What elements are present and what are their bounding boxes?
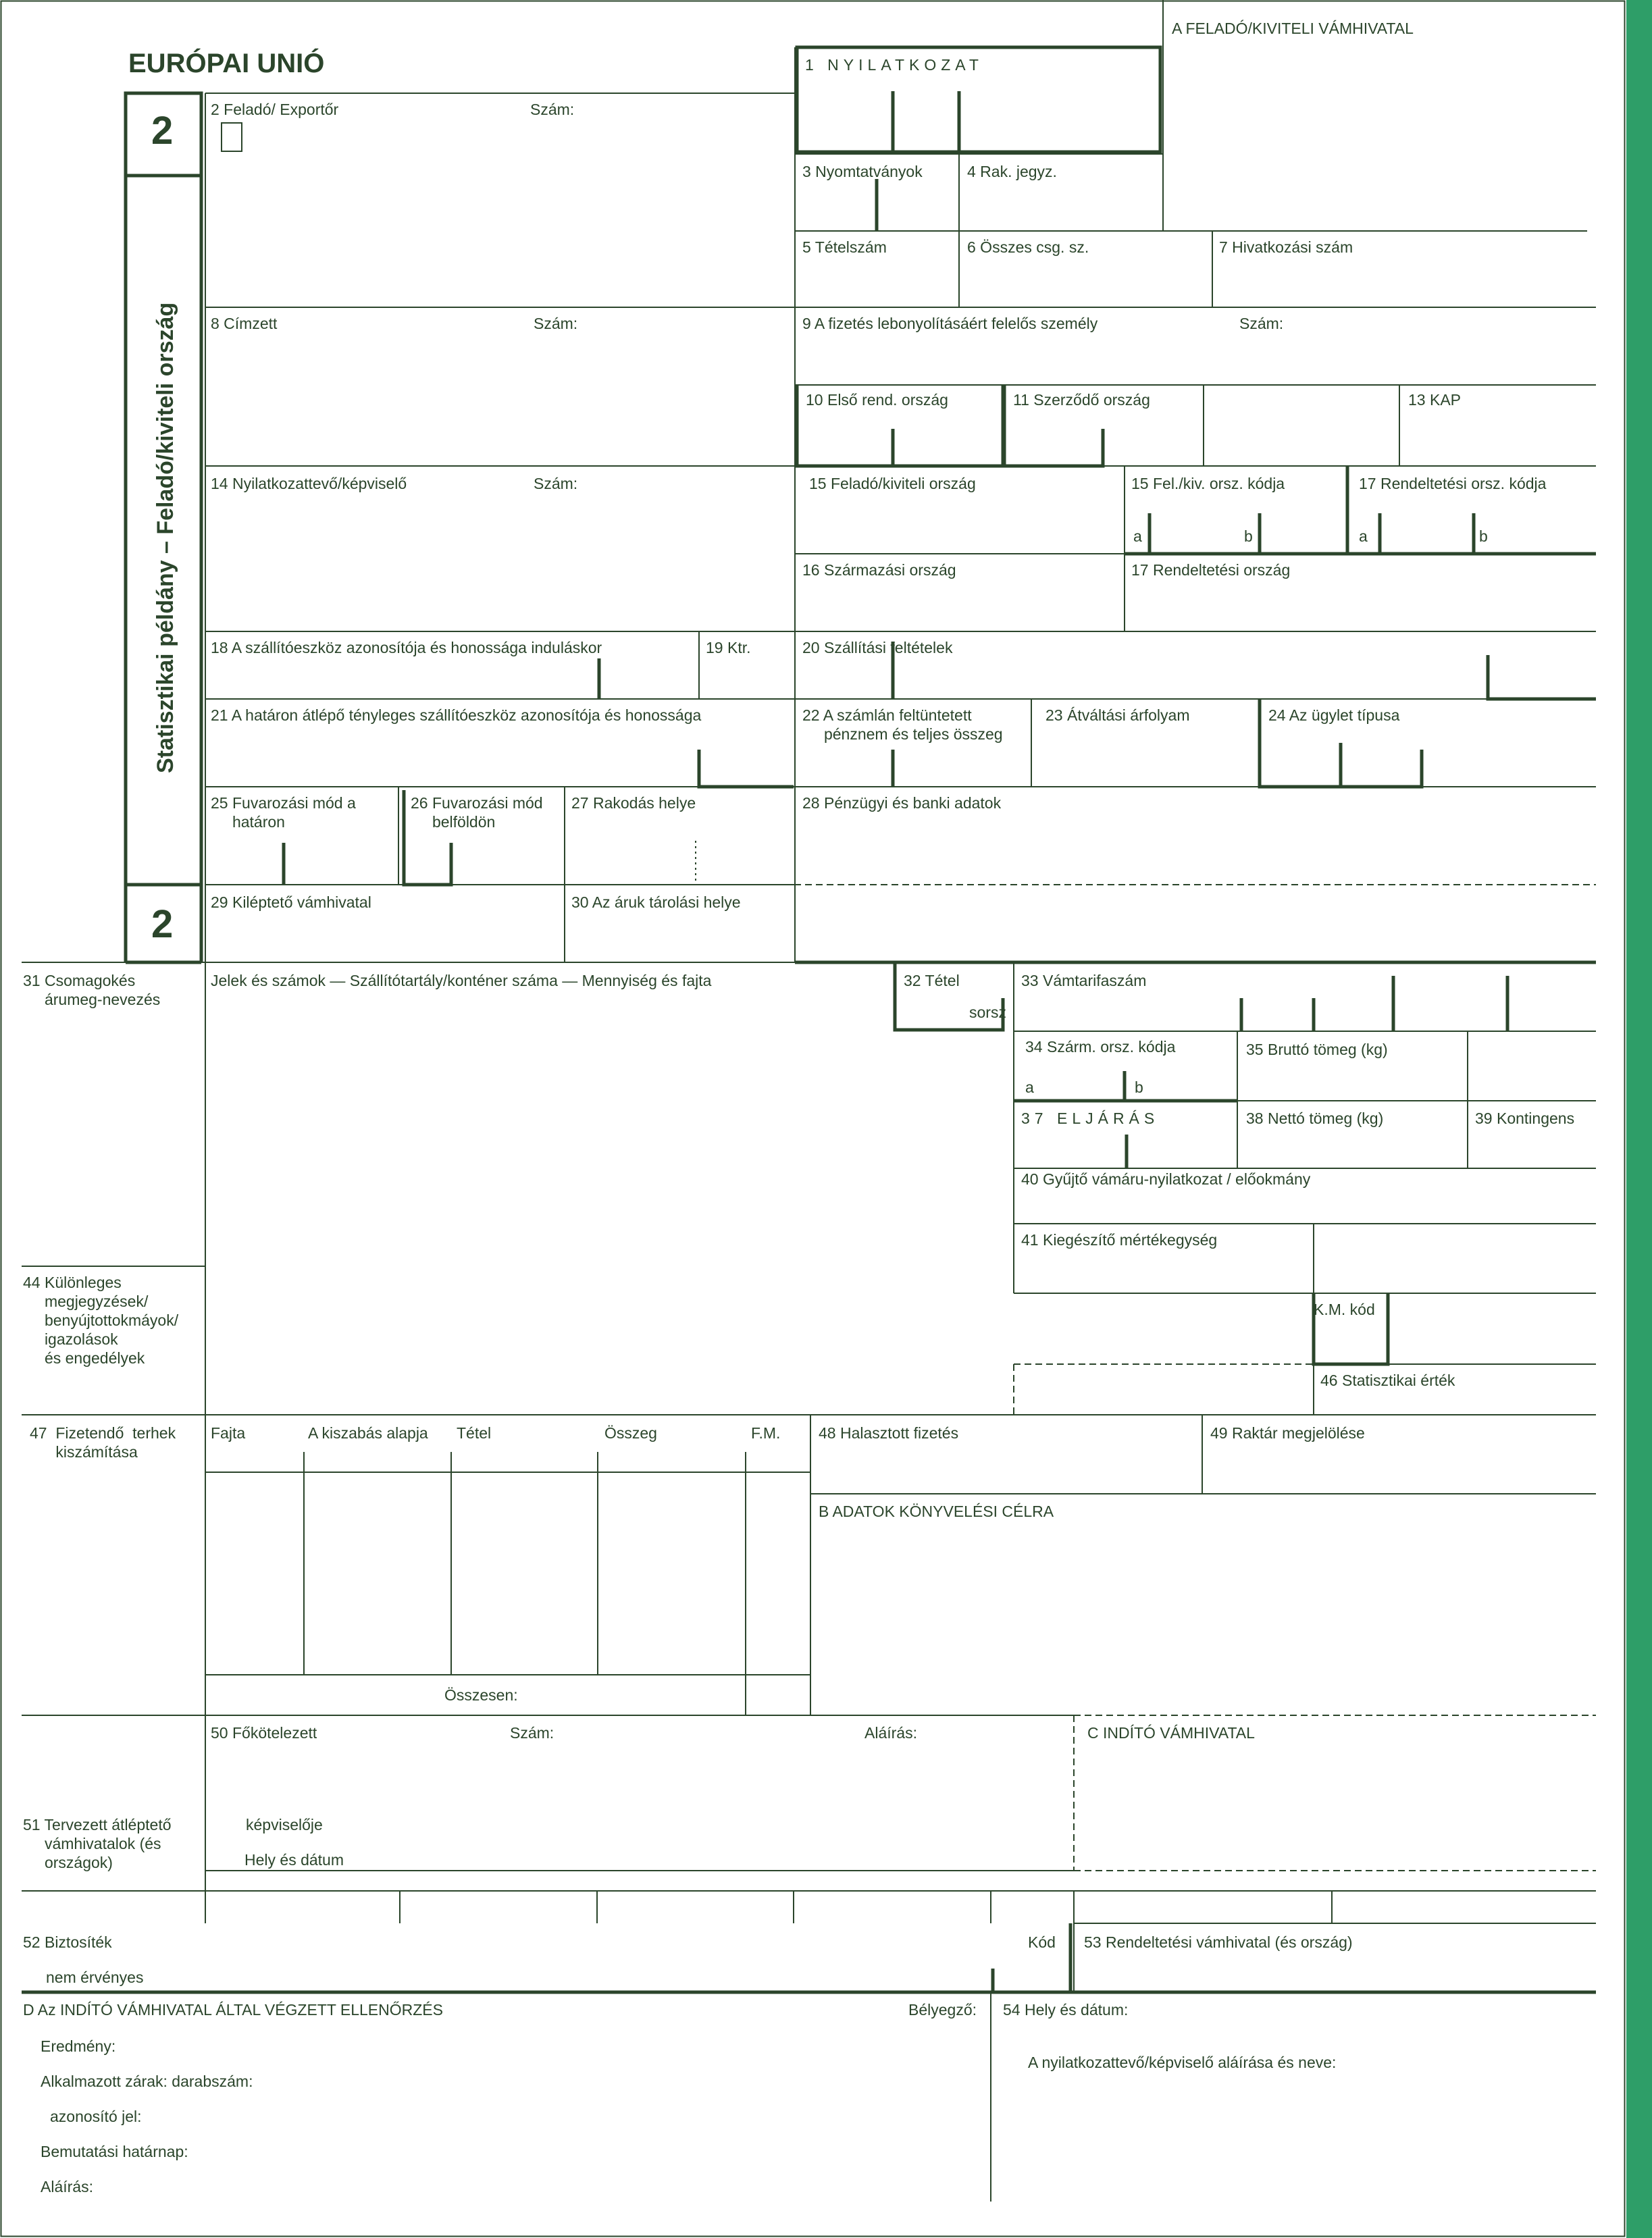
box-35-label: 35 Bruttó tömeg (kg): [1246, 1041, 1388, 1058]
box-34-b: b: [1135, 1078, 1143, 1096]
box-40-label: 40 Gyűjtő vámáru-nyilatkozat / előokmány: [1021, 1170, 1311, 1188]
box-34-a: a: [1025, 1078, 1034, 1096]
box-11-label: 11 Szerződő ország: [1013, 391, 1150, 409]
box-25-label: 25 Fuvarozási mód a határon: [211, 794, 356, 831]
box-52-code: Kód: [1028, 1933, 1056, 1951]
box-4-label: 4 Rak. jegyz.: [967, 163, 1057, 180]
box-30-label: 30 Az áruk tárolási helye: [571, 893, 741, 911]
box-34-label: 34 Szárm. orsz. kódja: [1025, 1038, 1176, 1056]
box-50-label: 50 Főkötelezett: [211, 1724, 317, 1742]
box-47-total: Összesen:: [444, 1686, 518, 1704]
box-17-label: 17 Rendeltetési ország: [1131, 561, 1291, 579]
box-20-label: 20 Szállítási feltételek: [802, 639, 953, 656]
box-31-description: Jelek és számok — Szállítótartály/konténer száma — Mennyiség és fajta: [211, 972, 712, 989]
copy-number: 2: [151, 109, 174, 153]
box-46-label: 46 Statisztikai érték: [1320, 1372, 1455, 1389]
box-15-code-label: 15 Fel./kiv. orsz. kódja: [1131, 475, 1285, 492]
box-32-label: 32 Tétel: [904, 972, 960, 989]
box-15-label: 15 Feladó/kiviteli ország: [809, 475, 976, 492]
box-52-label: 52 Biztosíték: [23, 1933, 112, 1951]
copy-number-bottom: 2: [151, 902, 174, 946]
box-50-place-date: Hely és dátum: [244, 1851, 344, 1869]
box-14-number-label: Szám:: [534, 475, 578, 492]
box-2-number-label: Szám:: [530, 101, 575, 118]
box-d-label: D Az INDÍTÓ VÁMHIVATAL ÁLTAL VÉGZETT ELLENŐRZÉS: [23, 2001, 443, 2019]
box-1-label: 1 NYILATKOZAT: [805, 56, 983, 74]
box-17-a: a: [1359, 527, 1368, 545]
box-28-label: 28 Pénzügyi és banki adatok: [802, 794, 1002, 812]
box-7-label: 7 Hivatkozási szám: [1219, 238, 1353, 256]
box-44-label: 44 Különleges megjegyzések/ benyújtottokmáyok/ igazolások és engedélyek: [23, 1274, 179, 1367]
box-19-label: 19 Ktr.: [706, 639, 751, 656]
box-37-label: 37 ELJÁRÁS: [1021, 1110, 1160, 1127]
box-8-number-label: Szám:: [534, 315, 578, 332]
box-54-label: 54 Hely és dátum:: [1003, 2001, 1129, 2019]
box-51-label: 51 Tervezett átléptető vámhivatalok (és országok): [23, 1816, 172, 1871]
side-label: Statisztikai példány – Feladó/kiviteli ország: [153, 302, 178, 773]
box-29-label: 29 Kiléptető vámhivatal: [211, 893, 371, 911]
box-17-b: b: [1479, 527, 1488, 545]
d-result: Eredmény:: [41, 2037, 116, 2055]
d-signature: Aláírás:: [41, 2178, 93, 2195]
box-b-label: B ADATOK KÖNYVELÉSI CÉLRA: [819, 1503, 1054, 1520]
box-22-label: 22 A számlán feltüntetett pénznem és teljes összeg: [802, 706, 1003, 743]
box-5-label: 5 Tételszám: [802, 238, 887, 256]
stamp-label: Bélyegző:: [908, 2001, 977, 2019]
box-32-sorsz: sorsz: [969, 1004, 1006, 1021]
box-16-label: 16 Származási ország: [802, 561, 956, 579]
km-code-label: K.M. kód: [1314, 1301, 1375, 1318]
box-50-representative: képviselője: [246, 1816, 323, 1833]
box-53-label: 53 Rendeltetési vámhivatal (és ország): [1084, 1933, 1353, 1951]
box-48-label: 48 Halasztott fizetés: [819, 1424, 959, 1442]
box-15-b: b: [1244, 527, 1253, 545]
box-9-number-label: Szám:: [1239, 315, 1284, 332]
form-title: EURÓPAI UNIÓ: [128, 49, 325, 78]
box-26-label: 26 Fuvarozási mód belföldön: [411, 794, 543, 831]
box-49-label: 49 Raktár megjelölése: [1210, 1424, 1365, 1442]
box-9-label: 9 A fizetés lebonyolításáért felelős személy: [802, 315, 1098, 332]
box-47-base: A kiszabás alapja: [308, 1424, 428, 1442]
box-54-signature: A nyilatkozattevő/képviselő aláírása és neve:: [1028, 2054, 1337, 2071]
box-15-a: a: [1133, 527, 1142, 545]
box-21-label: 21 A határon átlépő tényleges szállítóeszköz azonosítója és honossága: [211, 706, 702, 724]
box-47-amount: Összeg: [604, 1424, 657, 1442]
box-47-label: 47 Fizetendő terhek kiszámítása: [30, 1424, 176, 1461]
box-10-label: 10 Első rend. ország: [806, 391, 948, 409]
box-18-label: 18 A szállítóeszköz azonosítója és honossága induláskor: [211, 639, 602, 656]
box-a-label: A FELADÓ/KIVITELI VÁMHIVATAL: [1172, 20, 1414, 37]
box-41-label: 41 Kiegészítő mértékegység: [1021, 1231, 1218, 1249]
box-2-label: 2 Feladó/ Exportőr: [211, 101, 339, 118]
box-38-label: 38 Nettó tömeg (kg): [1246, 1110, 1384, 1127]
box-50-number-label: Szám:: [510, 1724, 554, 1742]
box-14-label: 14 Nyilatkozattevő/képviselő: [211, 475, 407, 492]
box-47-fm: F.M.: [751, 1424, 781, 1442]
box-3-label: 3 Nyomtatványok: [802, 163, 923, 180]
box-c-label: C INDÍTÓ VÁMHIVATAL: [1087, 1724, 1255, 1742]
d-deadline: Bemutatási határnap:: [41, 2143, 188, 2160]
d-identifier: azonosító jel:: [50, 2108, 142, 2125]
box-17-code-label: 17 Rendeltetési orsz. kódja: [1359, 475, 1547, 492]
box-33-label: 33 Vámtarifaszám: [1021, 972, 1147, 989]
accent-strip: [1626, 0, 1652, 2238]
box-6-label: 6 Összes csg. sz.: [967, 238, 1089, 256]
box-50-signature-label: Aláírás:: [864, 1724, 917, 1742]
box-23-label: 23 Átváltási árfolyam: [1046, 706, 1190, 724]
box-31-label: 31 Csomagokés árumeg-nevezés: [23, 972, 161, 1008]
box-13-label: 13 KAP: [1408, 391, 1461, 409]
d-seals: Alkalmazott zárak: darabszám:: [41, 2073, 253, 2090]
box-27-label: 27 Rakodás helye: [571, 794, 696, 812]
box-24-label: 24 Az ügylet típusa: [1268, 706, 1400, 724]
box-52-not-valid: nem érvényes: [46, 1969, 144, 1986]
box-47-type: Fajta: [211, 1424, 246, 1442]
box-47-rate: Tétel: [457, 1424, 492, 1442]
box-8-label: 8 Címzett: [211, 315, 278, 332]
box-39-label: 39 Kontingens: [1475, 1110, 1575, 1127]
